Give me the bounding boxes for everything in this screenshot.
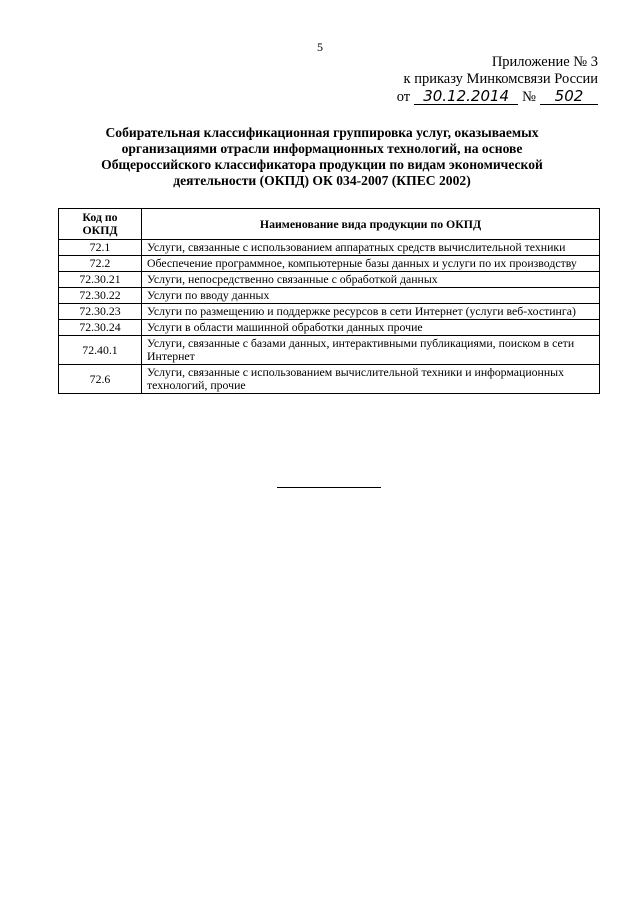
column-header-name: Наименование вида продукции по ОКПД bbox=[142, 209, 600, 240]
appendix-header bbox=[338, 54, 598, 106]
appendix-title: Приложение № 3 bbox=[491, 54, 598, 70]
date-prefix: от bbox=[396, 89, 411, 105]
row-code: 72.30.22 bbox=[59, 288, 142, 304]
row-name: Услуги, связанные с базами данных, интерактивными публикациями, поиском в сети Интернет bbox=[142, 336, 600, 365]
row-name: Услуги, непосредственно связанные с обработкой данных bbox=[142, 272, 600, 288]
document-title: Собирательная классификационная группировка услуг, оказываемых организациями отрасли информационных технологий, на основе Общероссийского классификатора продукции по видам экономической деятельности (ОКПД) ОК 034-2007 (КПЕС 2002) bbox=[101, 125, 543, 188]
row-code: 72.6 bbox=[59, 365, 142, 394]
table-header-row bbox=[59, 209, 600, 240]
page-number: 5 bbox=[317, 40, 323, 54]
row-code: 72.30.21 bbox=[59, 272, 142, 288]
row-name: Услуги, связанные с использованием аппаратных средств вычислительной техники bbox=[142, 240, 600, 256]
table-row bbox=[59, 365, 600, 394]
row-name: Услуги, связанные с использованием вычислительной техники и информационных технологий, прочие bbox=[142, 365, 600, 394]
table-row bbox=[59, 320, 600, 336]
table-row bbox=[59, 304, 600, 320]
handwritten-number: 502 bbox=[540, 88, 598, 105]
row-code: 72.2 bbox=[59, 256, 142, 272]
table-row bbox=[59, 272, 600, 288]
row-name: Услуги по размещению и поддержке ресурсов в сети Интернет (услуги веб-хостинга) bbox=[142, 304, 600, 320]
order-date-number bbox=[338, 88, 598, 106]
row-code: 72.30.23 bbox=[59, 304, 142, 320]
end-divider-line bbox=[277, 487, 381, 488]
number-sign: № bbox=[522, 89, 536, 105]
table-row bbox=[59, 256, 600, 272]
handwritten-date: 30.12.2014 bbox=[414, 88, 518, 105]
table-row bbox=[59, 240, 600, 256]
row-name: Обеспечение программное, компьютерные базы данных и услуги по их производству bbox=[142, 256, 600, 272]
row-name: Услуги в области машинной обработки данных прочие bbox=[142, 320, 600, 336]
table-row bbox=[59, 288, 600, 304]
row-code: 72.1 bbox=[59, 240, 142, 256]
okpd-table bbox=[58, 208, 600, 394]
row-name: Услуги по вводу данных bbox=[142, 288, 600, 304]
table-row bbox=[59, 336, 600, 365]
row-code: 72.30.24 bbox=[59, 320, 142, 336]
order-reference: к приказу Минкомсвязи России bbox=[403, 71, 598, 87]
row-code: 72.40.1 bbox=[59, 336, 142, 365]
column-header-code: Код по ОКПД bbox=[59, 209, 142, 240]
